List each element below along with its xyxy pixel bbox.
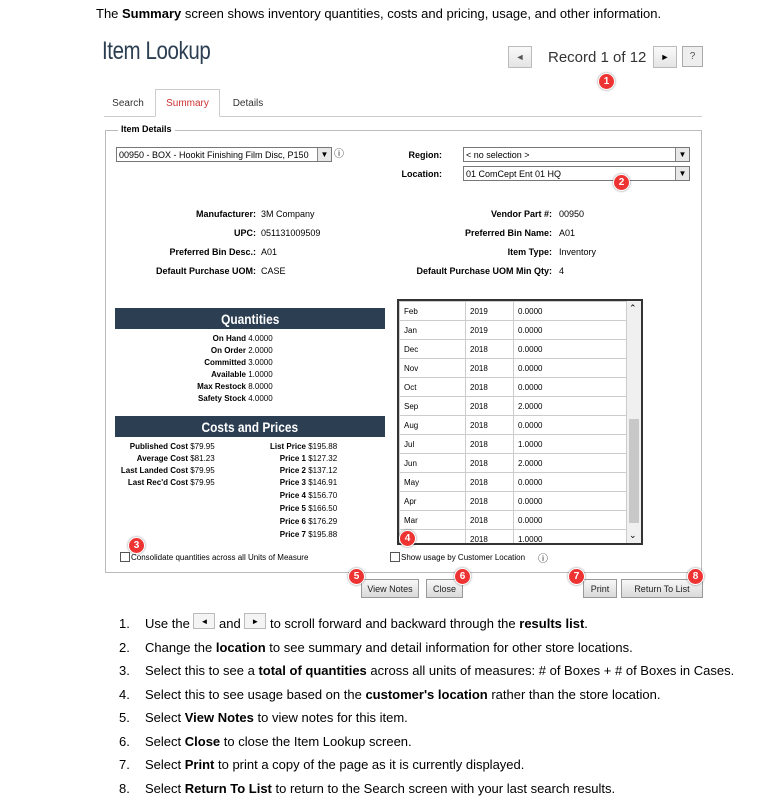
print-button[interactable]: Print (583, 579, 617, 598)
usage-year: 2018 (466, 397, 514, 416)
location-select[interactable] (463, 166, 690, 181)
usage-year: 2018 (466, 492, 514, 511)
instruction-span: across all units of measures: # of Boxes + # of Boxes in Cases. (366, 663, 735, 678)
instruction-item (119, 663, 769, 687)
item-details-panel (105, 124, 702, 573)
field-value: 3M Company (261, 209, 315, 219)
instruction-item (119, 616, 769, 640)
cost-label: Last Rec'd Cost (127, 478, 188, 487)
usage-year: 2018 (466, 416, 514, 435)
usage-month: Jun (400, 454, 466, 473)
usage-year: 2018 (466, 359, 514, 378)
usage-year: 2019 (466, 302, 514, 321)
tab-search[interactable]: Search (112, 97, 144, 109)
usage-year: 2018 (466, 473, 514, 492)
instruction-span: Select (145, 733, 185, 749)
instruction-text (145, 616, 588, 631)
usage-row (400, 473, 629, 492)
instruction-text (145, 640, 633, 655)
qty-label: On Hand (212, 334, 246, 343)
usage-month: Dec (400, 340, 466, 359)
price-label: Price 7 (279, 530, 306, 539)
instruction-item (119, 781, 769, 805)
region-select[interactable] (463, 147, 690, 162)
price-label: Price 6 (279, 517, 306, 526)
page-title: Item Lookup (102, 37, 211, 65)
price-label: Price 1 (279, 454, 306, 463)
callout-badge-3: 3 (128, 537, 145, 554)
usage-row (400, 302, 629, 321)
instruction-number: 7. (119, 757, 130, 772)
usage-year: 2018 (466, 435, 514, 454)
usage-qty: 1.0000 (514, 530, 629, 546)
instruction-number: 3. (119, 663, 130, 678)
field-label: Default Purchase UOM: (155, 266, 256, 276)
usage-qty: 0.0000 (514, 302, 629, 321)
item-details-legend: Item Details (118, 124, 175, 134)
instruction-item (119, 710, 769, 734)
usage-row (400, 416, 629, 435)
tab-summary[interactable]: Summary (155, 89, 220, 117)
quantities-header: Quantities (115, 308, 385, 329)
field-label: UPC: (234, 228, 256, 238)
chevron-down-icon: ▼ (675, 148, 689, 161)
qty-label: On Order (210, 346, 246, 355)
chevron-down-icon[interactable]: ⌄ (629, 530, 637, 540)
instruction-span: to view notes for this item. (253, 710, 408, 725)
next-record-button[interactable] (653, 46, 677, 68)
chevron-down-icon: ▼ (317, 148, 331, 161)
instruction-span: Select this to see a (145, 663, 259, 678)
instruction-bold: location (215, 639, 266, 655)
region-select-value: < no selection > (466, 149, 530, 160)
callout-badge-7: 7 (568, 568, 585, 585)
qty-value: 4.0000 (248, 334, 273, 343)
instruction-span: to return to the Search screen with your last search results. (271, 780, 616, 796)
usage-row (400, 511, 629, 530)
help-button[interactable]: ? (682, 46, 703, 67)
cost-label: Last Landed Cost (120, 466, 188, 475)
instruction-span: to print a copy of the page as it is currently displayed. (214, 757, 525, 772)
item-select[interactable] (116, 147, 332, 162)
callout-badge-5: 5 (348, 568, 365, 585)
cost-value: $79.95 (190, 478, 215, 487)
usage-row (400, 340, 629, 359)
usage-year: 2018 (466, 340, 514, 359)
field-label: Manufacturer: (195, 209, 256, 219)
instruction-bold: Return To List (184, 780, 272, 796)
instruction-text (145, 687, 660, 702)
usage-month: Oct (400, 378, 466, 397)
usage-year: 2018 (466, 511, 514, 530)
price-label: Price 4 (279, 491, 306, 500)
instructions-list (119, 616, 769, 804)
usage-year: 2018 (466, 454, 514, 473)
instruction-number: 1. (119, 616, 130, 631)
consolidate-label: Consolidate quantities across all Units of Measure (131, 553, 309, 562)
chevron-down-icon: ▼ (675, 167, 689, 180)
usage-year: 2018 (466, 530, 514, 546)
scrollbar-thumb[interactable] (629, 419, 639, 523)
instruction-text (145, 734, 412, 749)
price-value: $195.88 (308, 442, 338, 451)
instruction-text (145, 663, 734, 678)
consolidate-checkbox[interactable] (120, 552, 130, 562)
field-value: A01 (559, 228, 576, 238)
field-label: Preferred Bin Desc.: (169, 247, 256, 257)
usage-row (400, 435, 629, 454)
instruction-span: to close the Item Lookup screen. (220, 733, 412, 749)
usage-month: May (400, 473, 466, 492)
instruction-bold: results list (519, 616, 585, 631)
right-arrow-icon: ► (244, 613, 266, 629)
price-label: Price 2 (279, 466, 306, 475)
qty-label: Committed (204, 358, 246, 367)
chevron-up-icon[interactable]: ⌃ (629, 303, 637, 313)
usage-scrollbar[interactable] (626, 301, 641, 543)
price-label: List Price (269, 442, 306, 451)
prev-record-button[interactable] (508, 46, 532, 68)
usage-qty: 0.0000 (514, 359, 629, 378)
usage-year: 2019 (466, 321, 514, 340)
usage-qty: 2.0000 (514, 454, 629, 473)
instruction-item (119, 687, 769, 711)
usage-row (400, 397, 629, 416)
cost-value: $79.95 (190, 466, 215, 475)
instruction-span: Select (145, 757, 185, 772)
show-usage-label: Show usage by Customer Location (401, 553, 526, 562)
qty-value: 2.0000 (248, 346, 273, 355)
instruction-span: to see summary and detail information for other store locations. (265, 639, 633, 655)
usage-month: Apr (400, 492, 466, 511)
cost-value: $81.23 (190, 454, 215, 463)
usage-qty: 0.0000 (514, 378, 629, 397)
qty-label: Max Restock (197, 382, 246, 391)
instruction-span: and (215, 616, 245, 631)
usage-month: Feb (400, 302, 466, 321)
field-value: 051131009509 (261, 228, 321, 238)
instruction-number: 6. (119, 733, 130, 749)
cost-value: $79.95 (190, 442, 215, 451)
field-label: Item Type: (507, 247, 552, 257)
usage-month: Jan (400, 321, 466, 340)
callout-badge-6: 6 (454, 568, 471, 585)
qty-value: 1.0000 (248, 370, 273, 379)
field-value: 00950 (559, 209, 585, 219)
instruction-number: 4. (119, 686, 130, 702)
field-label: Preferred Bin Name: (464, 228, 552, 238)
location-label: Location: (401, 169, 442, 179)
usage-grid[interactable] (397, 299, 643, 545)
location-select-value: 01 ComCept Ent 01 HQ (466, 168, 562, 179)
instruction-number: 5. (119, 710, 130, 725)
price-label: Price 3 (279, 478, 306, 487)
price-value: $166.50 (308, 504, 338, 513)
callout-badge-1: 1 (598, 73, 615, 90)
instruction-bold: Print (184, 757, 215, 772)
usage-month: Sep (400, 397, 466, 416)
field-label: Vendor Part #: (490, 209, 552, 219)
instruction-bold: customer's location (365, 686, 488, 702)
instruction-span: Use the (145, 616, 194, 631)
field-value: CASE (261, 266, 286, 276)
price-value: $156.70 (308, 491, 338, 500)
instruction-span: Select (145, 710, 185, 725)
instruction-text (145, 781, 615, 796)
price-value: $195.88 (308, 530, 338, 539)
info-icon[interactable]: ⓘ (334, 149, 344, 160)
usage-qty: 0.0000 (514, 511, 629, 530)
usage-month: Aug (400, 416, 466, 435)
cost-label: Average Cost (136, 454, 188, 463)
instruction-span: rather than the store location. (487, 686, 661, 702)
usage-row (400, 378, 629, 397)
region-label: Region: (408, 150, 442, 160)
instruction-number: 8. (119, 780, 130, 796)
return-to-list-button[interactable]: Return To List (621, 579, 703, 598)
usage-month: Jul (400, 435, 466, 454)
cost-label: Published Cost (129, 442, 188, 451)
left-arrow-icon: ◄ (193, 613, 215, 629)
field-value: 4 (559, 266, 565, 276)
instruction-span: . (584, 616, 588, 631)
usage-row (400, 530, 629, 546)
view-notes-button[interactable]: View Notes (361, 579, 419, 598)
intro-text: The Summary screen shows inventory quantities, costs and pricing, usage, and other information. (96, 6, 662, 21)
qty-value: 3.0000 (248, 358, 273, 367)
instruction-span: to scroll forward and backward through the (266, 616, 520, 631)
qty-value: 4.0000 (248, 394, 273, 403)
instruction-bold: Close (184, 733, 221, 749)
callout-badge-4: 4 (399, 530, 416, 547)
record-counter: Record 1 of 12 (548, 49, 647, 66)
tab-details[interactable]: Details (232, 97, 264, 109)
item-select-value: 00950 - BOX - Hookit Finishing Film Disc, P150 (119, 149, 309, 160)
field-value: Inventory (559, 247, 597, 257)
item-lookup-window (100, 30, 705, 605)
instruction-item (119, 757, 769, 781)
usage-qty: 0.0000 (514, 492, 629, 511)
show-usage-checkbox[interactable] (390, 552, 400, 562)
price-value: $146.91 (308, 478, 338, 487)
instruction-span: Change the (145, 639, 216, 655)
usage-year: 2018 (466, 378, 514, 397)
usage-month: Mar (400, 511, 466, 530)
close-button[interactable]: Close (426, 579, 463, 598)
instruction-text (145, 757, 524, 772)
instruction-bold: View Notes (184, 710, 254, 725)
instruction-item (119, 734, 769, 758)
usage-row (400, 492, 629, 511)
instruction-text (145, 710, 408, 725)
qty-label: Safety Stock (197, 394, 246, 403)
instruction-span: Select (145, 780, 185, 796)
instruction-number: 2. (119, 639, 130, 655)
usage-row (400, 359, 629, 378)
usage-qty: 2.0000 (514, 397, 629, 416)
usage-month: Nov (400, 359, 466, 378)
usage-qty: 0.0000 (514, 321, 629, 340)
instruction-bold: total of quantities (258, 663, 367, 678)
right-arrow-icon: ► (660, 52, 670, 62)
usage-table (399, 301, 629, 545)
usage-qty: 0.0000 (514, 416, 629, 435)
usage-qty: 0.0000 (514, 473, 629, 492)
usage-qty: 0.0000 (514, 340, 629, 359)
usage-row (400, 454, 629, 473)
usage-qty: 1.0000 (514, 435, 629, 454)
callout-badge-2: 2 (613, 174, 630, 191)
costs-prices-header: Costs and Prices (115, 416, 385, 437)
instruction-item (119, 640, 769, 664)
price-label: Price 5 (279, 504, 306, 513)
price-value: $176.29 (308, 517, 338, 526)
qty-value: 8.0000 (248, 382, 273, 391)
left-arrow-icon: ◄ (515, 52, 525, 62)
tab-bar (104, 89, 702, 117)
price-value: $137.12 (308, 466, 338, 475)
info-icon[interactable]: ⓘ (538, 554, 548, 565)
usage-row (400, 321, 629, 340)
price-value: $127.32 (308, 454, 338, 463)
qty-label: Available (211, 370, 246, 379)
instruction-span: Select this to see usage based on the (145, 686, 366, 702)
callout-badge-8: 8 (687, 568, 704, 585)
field-value: A01 (261, 247, 278, 257)
field-label: Default Purchase UOM Min Qty: (416, 266, 552, 276)
